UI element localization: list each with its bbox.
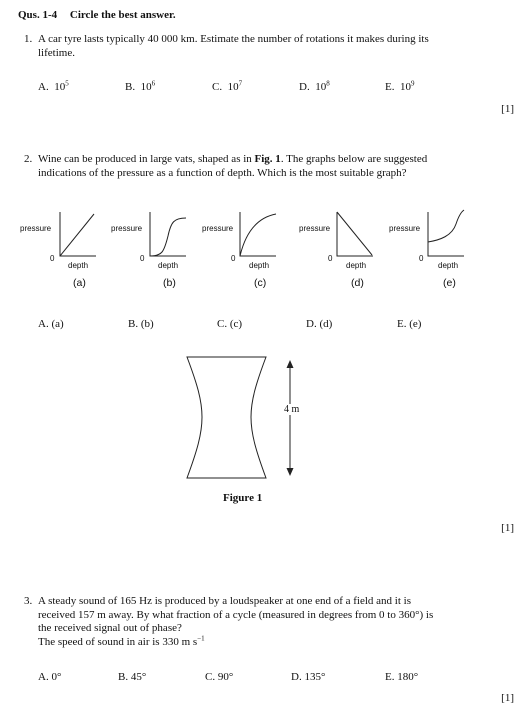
q1-option-c[interactable]: C. $10^7$ [212,79,243,93]
mark-allocation: [1] [501,692,514,704]
figure-caption: Figure 1 [223,492,263,504]
question-number: 1. [24,33,33,45]
instruction-text: Circle the best answer. [69,9,176,21]
question-text-line-1: A car tyre lasts typically 40 000 km. Estimate the number of rotations it makes during its [38,33,429,45]
graph-c-caption: (c) [254,277,267,289]
graph-e-caption: (e) [443,277,456,289]
question-2 [24,153,504,183]
q3-option-d[interactable]: D. 135° [291,671,326,683]
graph-c-ylabel: pressure [202,224,234,233]
q3-option-a[interactable]: A. 0° [38,671,62,683]
graph-b-xlabel: depth [158,261,179,270]
graph-c-origin: 0 [231,254,236,263]
graph-c-xlabel: depth [249,261,270,270]
graph-curve [240,214,276,256]
q2-option-c[interactable]: C. (c) [217,318,243,330]
q2-option-e[interactable]: E. (e) [397,318,422,330]
question-number: 3. [24,595,33,607]
graph-a [60,212,96,256]
arrow-head-down [287,468,294,476]
graph-b-caption: (b) [163,277,176,289]
question-1 [24,33,504,63]
q1-option-b[interactable]: B. $10^6$ [125,79,156,93]
graph-b-origin: 0 [140,254,145,263]
arrow-head-up [287,360,294,368]
question-text-line-4: The speed of sound in air is 330 m $s^{-1}$ [38,633,205,648]
section-header [18,9,176,21]
question-3 [24,595,504,651]
question-text-line-3: the received signal out of phase? [38,622,182,634]
q1-option-e[interactable]: E. $10^9$ [385,79,415,93]
q2-option-b[interactable]: B. (b) [128,318,154,330]
question-number: 2. [24,153,33,165]
q3-option-c[interactable]: C. 90° [205,671,234,683]
graph-e [428,210,464,256]
graph-axes [240,212,276,256]
graph-curve [337,212,372,255]
question-range-label: Qus. 1-4 [18,9,58,21]
graph-a-ylabel: pressure [20,224,52,233]
question-text-line-2: lifetime. [38,46,75,59]
vat-outline [187,357,266,478]
q1-option-a[interactable]: A. $10^5$ [38,79,69,93]
vat-figure [180,350,310,490]
graph-e-origin: 0 [419,254,424,263]
graph-e-xlabel: depth [438,261,459,270]
question-text-line-2: indications of the pressure as a function of depth. Which is the most suitable graph? [38,166,407,179]
q3-option-b[interactable]: B. 45° [118,671,147,683]
graph-c [240,212,276,256]
graph-b-ylabel: pressure [111,224,143,233]
graph-d-caption: (d) [351,277,364,289]
graph-d-origin: 0 [328,254,333,263]
graph-curve [428,210,464,242]
q2-option-d[interactable]: D. (d) [306,318,333,330]
graph-curve [60,214,94,256]
mark-allocation: [1] [501,103,514,115]
mark-allocation: [1] [501,522,514,534]
question-text-line-1: A steady sound of 165 Hz is produced by a loudspeaker at one end of a field and it is [38,595,411,607]
q1-option-d[interactable]: D. $10^8$ [299,79,330,93]
graph-e-ylabel: pressure [389,224,421,233]
graph-axes [428,212,464,256]
graph-curve [150,218,186,256]
q3-option-e[interactable]: E. 180° [385,671,419,683]
graph-d-xlabel: depth [346,261,367,270]
graph-a-origin: 0 [50,254,55,263]
graph-b [150,212,186,256]
graph-d-ylabel: pressure [299,224,331,233]
graph-d [337,212,373,256]
question-text-line-2: received 157 m away. By what fraction of a cycle (measured in degrees from 0 to 360°) is [38,608,434,621]
graph-a-caption: (a) [73,277,86,289]
question-text-line-1: Wine can be produced in large vats, shaped as in Fig. 1. The graphs below are suggested [38,153,428,165]
height-label: 4 m [284,404,300,415]
graph-a-xlabel: depth [68,261,89,270]
q2-option-a[interactable]: A. (a) [38,318,64,330]
figure-reference: Fig. 1 [254,153,281,165]
